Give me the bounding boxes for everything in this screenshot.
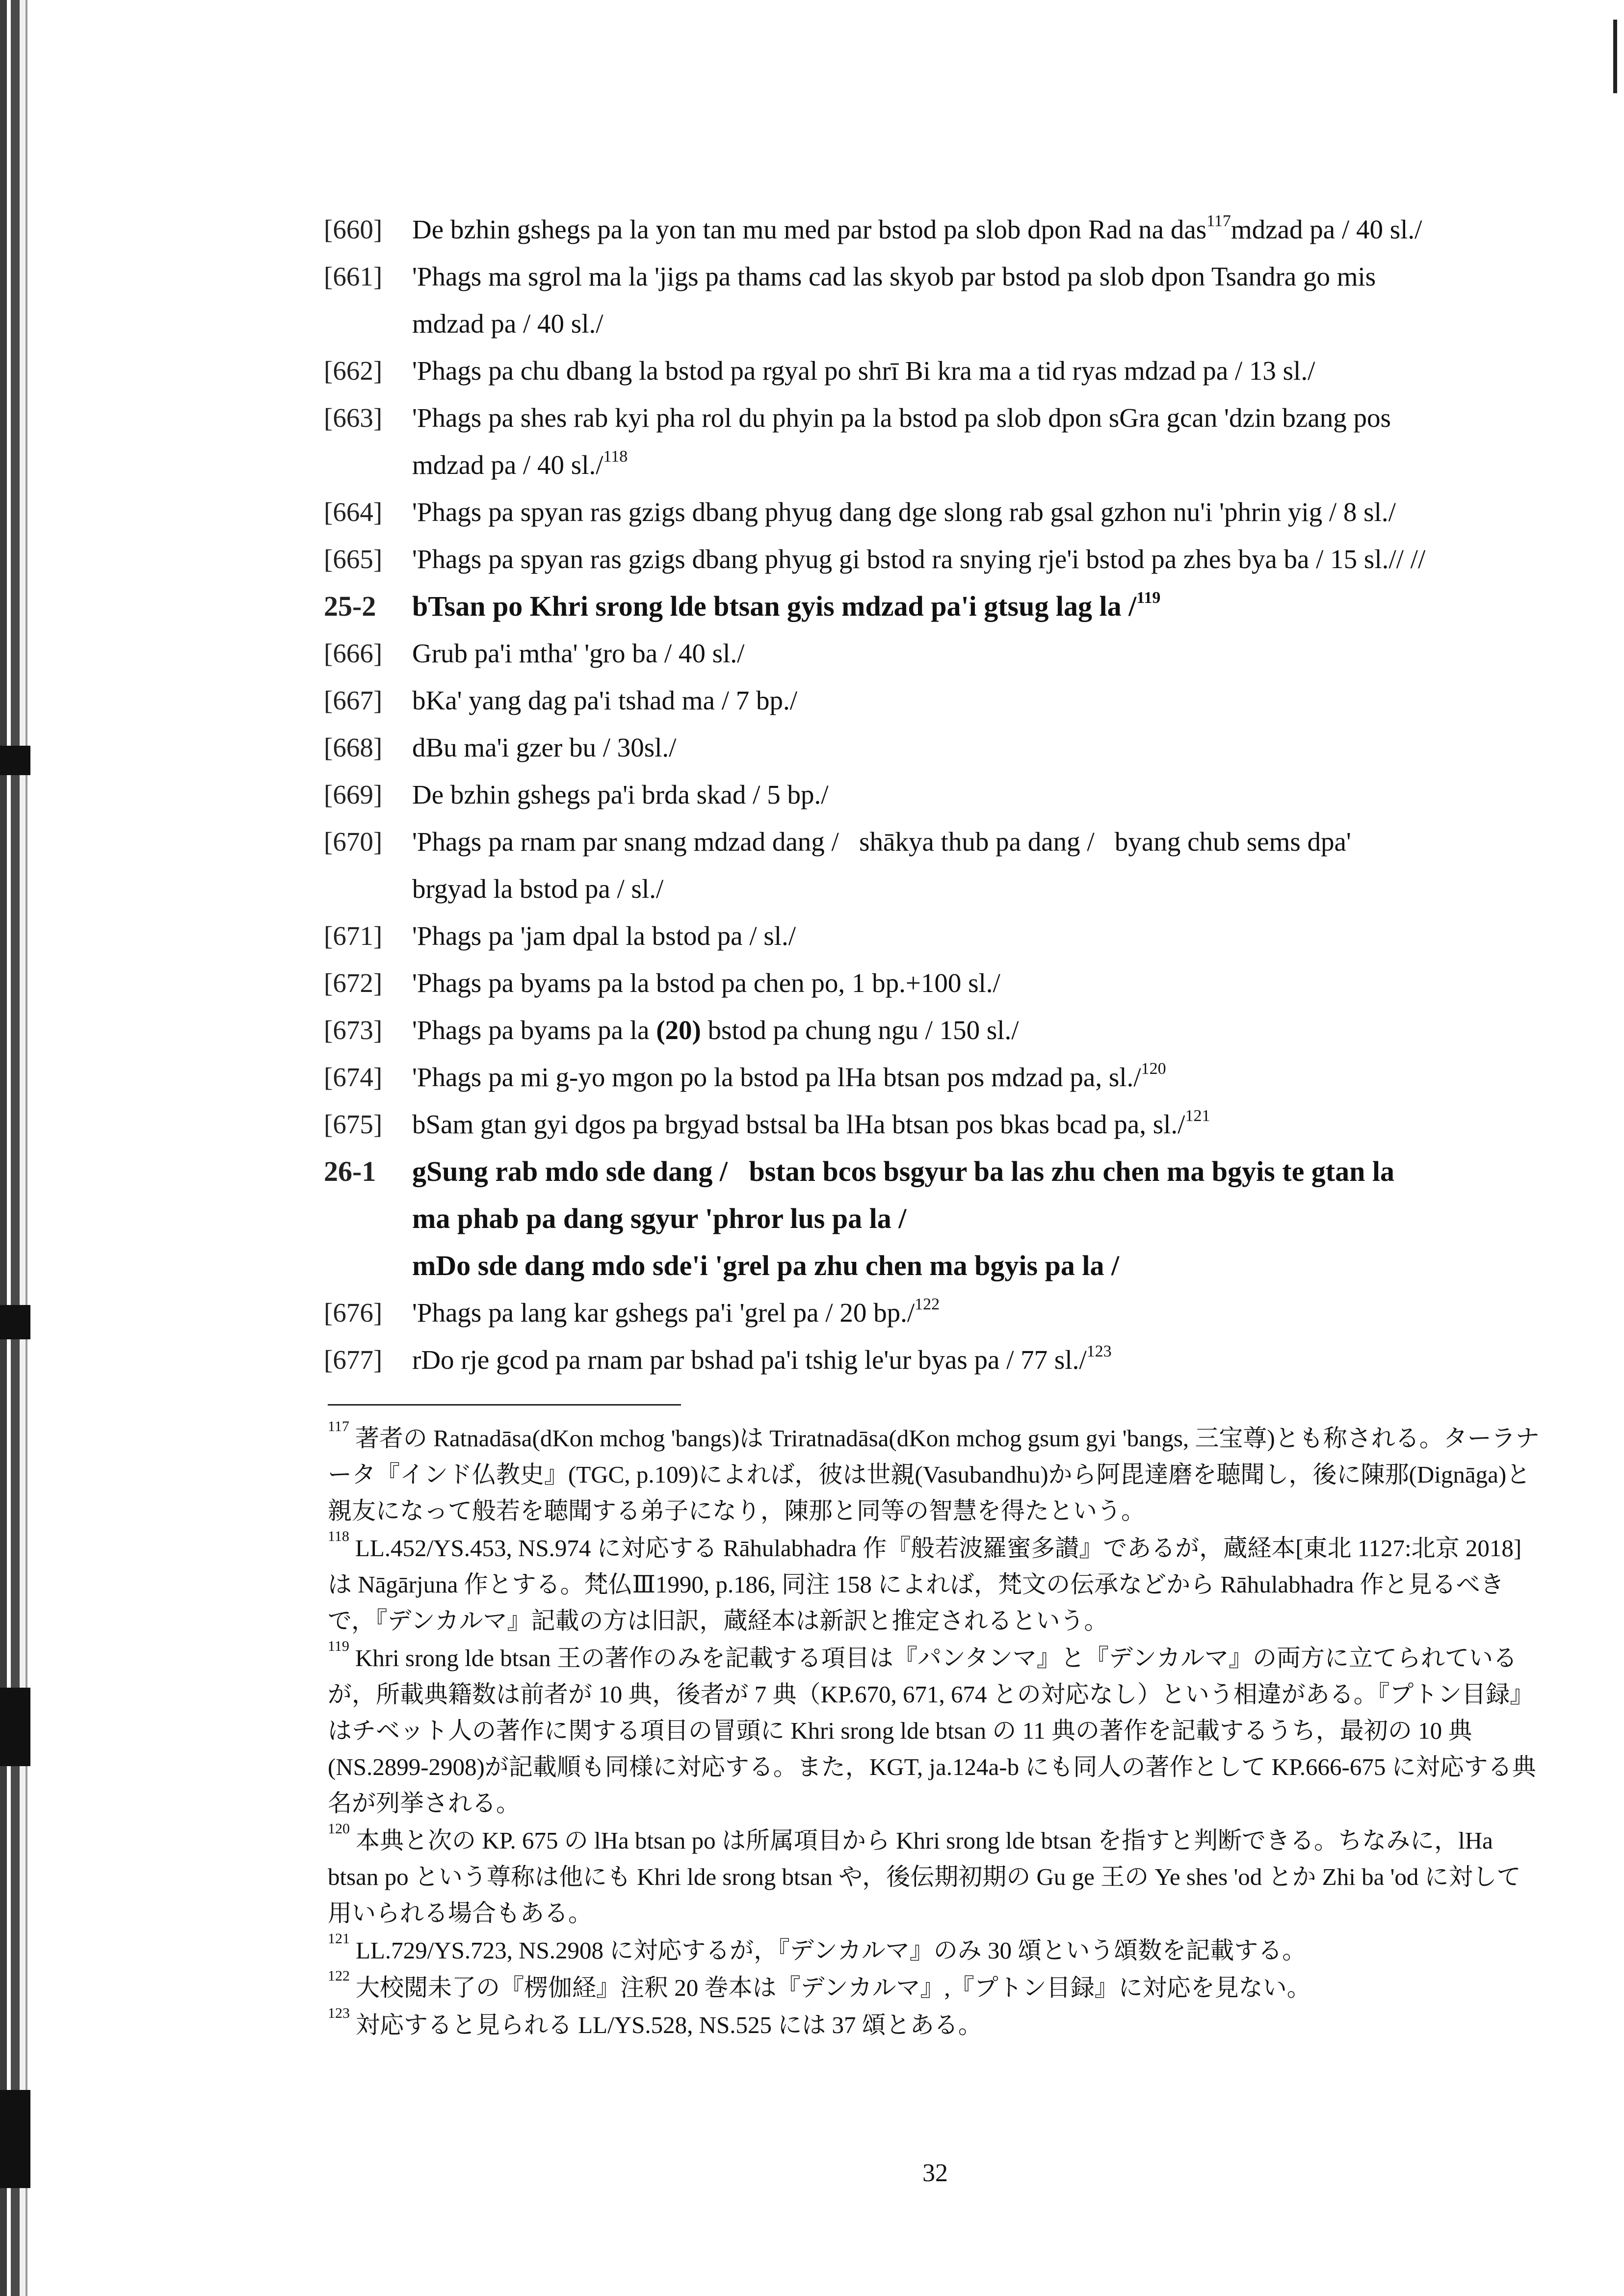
entry-number: [668] xyxy=(324,732,383,762)
entry-667 xyxy=(324,677,1550,724)
entry-number: [677] xyxy=(324,1345,383,1375)
entry-661 xyxy=(324,253,1550,347)
footnote-text: LL.452/YS.453, NS.974 に対応する Rāhulabhadra 作『般若波羅蜜多讃』であるが，蔵経本[東北 1127:北京 2018]は Nāgārjuna 作とする。梵仏Ⅲ1990, p.186, 同注 158 によれば，梵文の伝承などから Rāhulabhadra 作と見るべきで，『デンカルマ』記載の方は旧訳，蔵経本は新訳と推定されるという。 xyxy=(328,1535,1522,1634)
entry-number: [664] xyxy=(324,497,383,527)
footnote-120 xyxy=(328,1820,1540,1931)
footnote-number: 121 xyxy=(328,1930,350,1947)
entry-text: 'Phags ma sgrol ma la 'jigs pa thams cad las skyob par bstod pa slob dpon Tsandra go mis xyxy=(412,261,1376,291)
entry-666 xyxy=(324,630,1550,677)
entry-number: [674] xyxy=(324,1062,383,1092)
footnote-121 xyxy=(328,1932,1540,1969)
scan-mark xyxy=(0,746,30,775)
footnote-text: 本典と次の KP. 675 の lHa btsan po は所属項目から Khri srong lde btsan を指すと判断できる。ちなみに，lHa btsan po という尊称は他にも Khri lde srong btsan や，後伝期初期の Gu ge 王の Ye shes 'od とか Zhi ba 'od に対して用いられる場合もある。 xyxy=(328,1827,1521,1927)
entry-663 xyxy=(324,394,1550,489)
entry-number: [663] xyxy=(324,403,383,433)
footnote-ref: 119 xyxy=(1136,588,1161,607)
entry-664 xyxy=(324,489,1550,536)
entry-text: bKa' yang dag pa'i tshad ma / 7 bp./ xyxy=(412,685,798,715)
footnote-number: 123 xyxy=(328,2005,350,2021)
entry-number: [665] xyxy=(324,544,383,574)
entry-669 xyxy=(324,771,1550,818)
footnote-ref: 123 xyxy=(1086,1342,1112,1360)
entry-text: 'Phags pa spyan ras gzigs dbang phyug gi bstod ra snying rje'i bstod pa zhes bya ba / 15 sl.// // xyxy=(412,544,1426,574)
footnote-number: 122 xyxy=(328,1967,350,1984)
footnote-ref: 121 xyxy=(1185,1106,1210,1125)
entry-number: [661] xyxy=(324,261,383,291)
scan-mark xyxy=(0,1688,30,1766)
entry-675 xyxy=(324,1101,1550,1148)
entry-text: 'Phags pa byams pa la bstod pa chen po, 1 bp.+100 sl./ xyxy=(412,968,1000,998)
footnote-117 xyxy=(328,1420,1540,1529)
entry-number: [662] xyxy=(324,356,383,386)
entry-number: [666] xyxy=(324,638,383,668)
footnote-text: 大校閲未了の『楞伽経』注釈 20 巻本は『デンカルマ』,『プトン目録』に対応を見ない。 xyxy=(356,1974,1311,2001)
entry-number: [675] xyxy=(324,1109,383,1139)
entry-670 xyxy=(324,818,1550,913)
footnote-number: 120 xyxy=(328,1820,350,1837)
footnote-ref: 118 xyxy=(603,447,628,466)
scan-mark xyxy=(0,2090,30,2188)
section-number: 26-1 xyxy=(324,1155,376,1187)
page-marker: (20) xyxy=(656,1015,701,1045)
entry-text: dBu ma'i gzer bu / 30sl./ xyxy=(412,732,677,762)
footnote-122 xyxy=(328,1967,1540,2006)
entry-671 xyxy=(324,913,1550,960)
entry-text: brgyad la bstod pa / sl./ xyxy=(412,874,664,904)
entry-text: bSam gtan gyi dgos pa brgyad bstsal ba lHa btsan pos bkas bcad pa, sl./ xyxy=(412,1109,1185,1139)
footnotes xyxy=(328,1420,1540,2044)
entry-673 xyxy=(324,1007,1550,1054)
section-title: mDo sde dang mdo sde'i 'grel pa zhu chen ma bgyis pa la / xyxy=(412,1250,1120,1281)
entry-text: 'Phags pa shes rab kyi pha rol du phyin pa la bstod pa slob dpon sGra gcan 'dzin bzang pos xyxy=(412,403,1391,433)
section-heading-26-1 xyxy=(324,1148,1550,1289)
entry-text: 'Phags pa rnam par snang mdzad dang / shākya thub pa dang / byang chub sems dpa' xyxy=(412,827,1351,857)
entry-text: mdzad pa / 40 sl./ xyxy=(1231,214,1422,244)
entry-text: bstod pa chung ngu / 150 sl./ xyxy=(701,1015,1019,1045)
entry-number: [667] xyxy=(324,685,383,715)
page-number: 32 xyxy=(922,2159,948,2187)
scan-mark xyxy=(0,1305,30,1339)
entry-text: 'Phags pa mi g-yo mgon po la bstod pa lHa btsan pos mdzad pa, sl./ xyxy=(412,1062,1141,1092)
entry-665 xyxy=(324,536,1550,583)
footnote-text: Khri srong lde btsan 王の著作のみを記載する項目は『パンタンマ』と『デンカルマ』の両方に立てられているが，所載典籍数は前者が 10 典，後者が 7 典（KP.670, 671, 674 との対応なし）という相違がある。『プトン目録』はチベット人の著作に関する項目の冒頭に Khri srong lde btsan の 11 典の著作を記載するうち，最初の 10 典(NS.2899-2908)が記載順も同様に対応する。また，KGT, ja.124a-b にも同人の著作として KP.666-675 に対応する典名が列挙される。 xyxy=(328,1644,1536,1817)
entry-text: rDo rje gcod pa rnam par bshad pa'i tshig le'ur byas pa / 77 sl./ xyxy=(412,1345,1087,1375)
section-number: 25-2 xyxy=(324,590,376,622)
entry-text: De bzhin gshegs pa'i brda skad / 5 bp./ xyxy=(412,780,829,809)
footnote-ref: 122 xyxy=(915,1295,940,1313)
entry-672 xyxy=(324,960,1550,1007)
footnote-text: LL.729/YS.723, NS.2908 に対応するが，『デンカルマ』のみ 30 頌という頌数を記載する。 xyxy=(356,1937,1307,1964)
entry-text: 'Phags pa byams pa la xyxy=(412,1015,656,1045)
entry-676 xyxy=(324,1289,1550,1336)
footnote-divider xyxy=(328,1404,681,1406)
entry-number: [673] xyxy=(324,1015,383,1045)
footnote-text: 著者の Ratnadāsa(dKon mchog 'bangs)は Triratnadāsa(dKon mchog gsum gyi 'bangs, 三宝尊)とも称される。ターラナータ『インド仏教史』(TGC, p.109)によれば，彼は世親(Vasubandhu)から阿毘達磨を聴聞し，後に陳那(Dignāga)と親友になって般若を聴聞する弟子になり，陳那と同等の智慧を得たという。 xyxy=(328,1425,1540,1524)
entry-677 xyxy=(324,1336,1550,1383)
catalogue-entries xyxy=(324,206,1550,1383)
entry-text: 'Phags pa lang kar gshegs pa'i 'grel pa / 20 bp./ xyxy=(412,1298,915,1328)
section-title: ma phab pa dang sgyur 'phror lus pa la / xyxy=(412,1202,907,1234)
entry-number: [660] xyxy=(324,214,383,244)
entry-number: [670] xyxy=(324,827,383,857)
section-heading-25-2 xyxy=(324,583,1550,630)
entry-number: [671] xyxy=(324,921,383,951)
entry-660 xyxy=(324,206,1550,253)
entry-text: mdzad pa / 40 sl./ xyxy=(412,450,603,480)
section-title: gSung rab mdo sde dang / bstan bcos bsgyur ba las zhu chen ma bgyis te gtan la xyxy=(412,1155,1394,1187)
entry-text: De bzhin gshegs pa la yon tan mu med par bstod pa slob dpon Rad na das xyxy=(412,214,1207,244)
footnote-119 xyxy=(328,1640,1540,1822)
entry-668 xyxy=(324,724,1550,771)
footnote-ref: 120 xyxy=(1141,1059,1166,1078)
entry-text: mdzad pa / 40 sl./ xyxy=(412,309,603,339)
entry-text: 'Phags pa chu dbang la bstod pa rgyal po shrī Bi kra ma a tid ryas mdzad pa / 13 sl./ xyxy=(412,356,1315,386)
footnote-number: 117 xyxy=(328,1418,349,1435)
section-title: bTsan po Khri srong lde btsan gyis mdzad pa'i gtsug lag la / xyxy=(412,590,1137,622)
entry-text: Grub pa'i mtha' 'gro ba / 40 sl./ xyxy=(412,638,745,668)
footnote-118 xyxy=(328,1530,1540,1639)
entry-number: [672] xyxy=(324,968,383,998)
footnote-text: 対応すると見られる LL/YS.528, NS.525 には 37 頌とある。 xyxy=(356,2011,982,2038)
entry-674 xyxy=(324,1054,1550,1101)
scan-mark xyxy=(1613,20,1617,93)
entry-662 xyxy=(324,347,1550,394)
entry-number: [669] xyxy=(324,780,383,809)
footnote-123 xyxy=(328,2007,1540,2043)
scan-edge-artifact xyxy=(0,0,47,2296)
footnote-ref: 117 xyxy=(1206,211,1231,230)
entry-number: [676] xyxy=(324,1298,383,1328)
entry-text: 'Phags pa 'jam dpal la bstod pa / sl./ xyxy=(412,921,796,951)
entry-text: 'Phags pa spyan ras gzigs dbang phyug dang dge slong rab gsal gzhon nu'i 'phrin yig / 8 sl./ xyxy=(412,497,1396,527)
footnote-number: 118 xyxy=(328,1528,349,1544)
footnote-number: 119 xyxy=(328,1638,349,1654)
